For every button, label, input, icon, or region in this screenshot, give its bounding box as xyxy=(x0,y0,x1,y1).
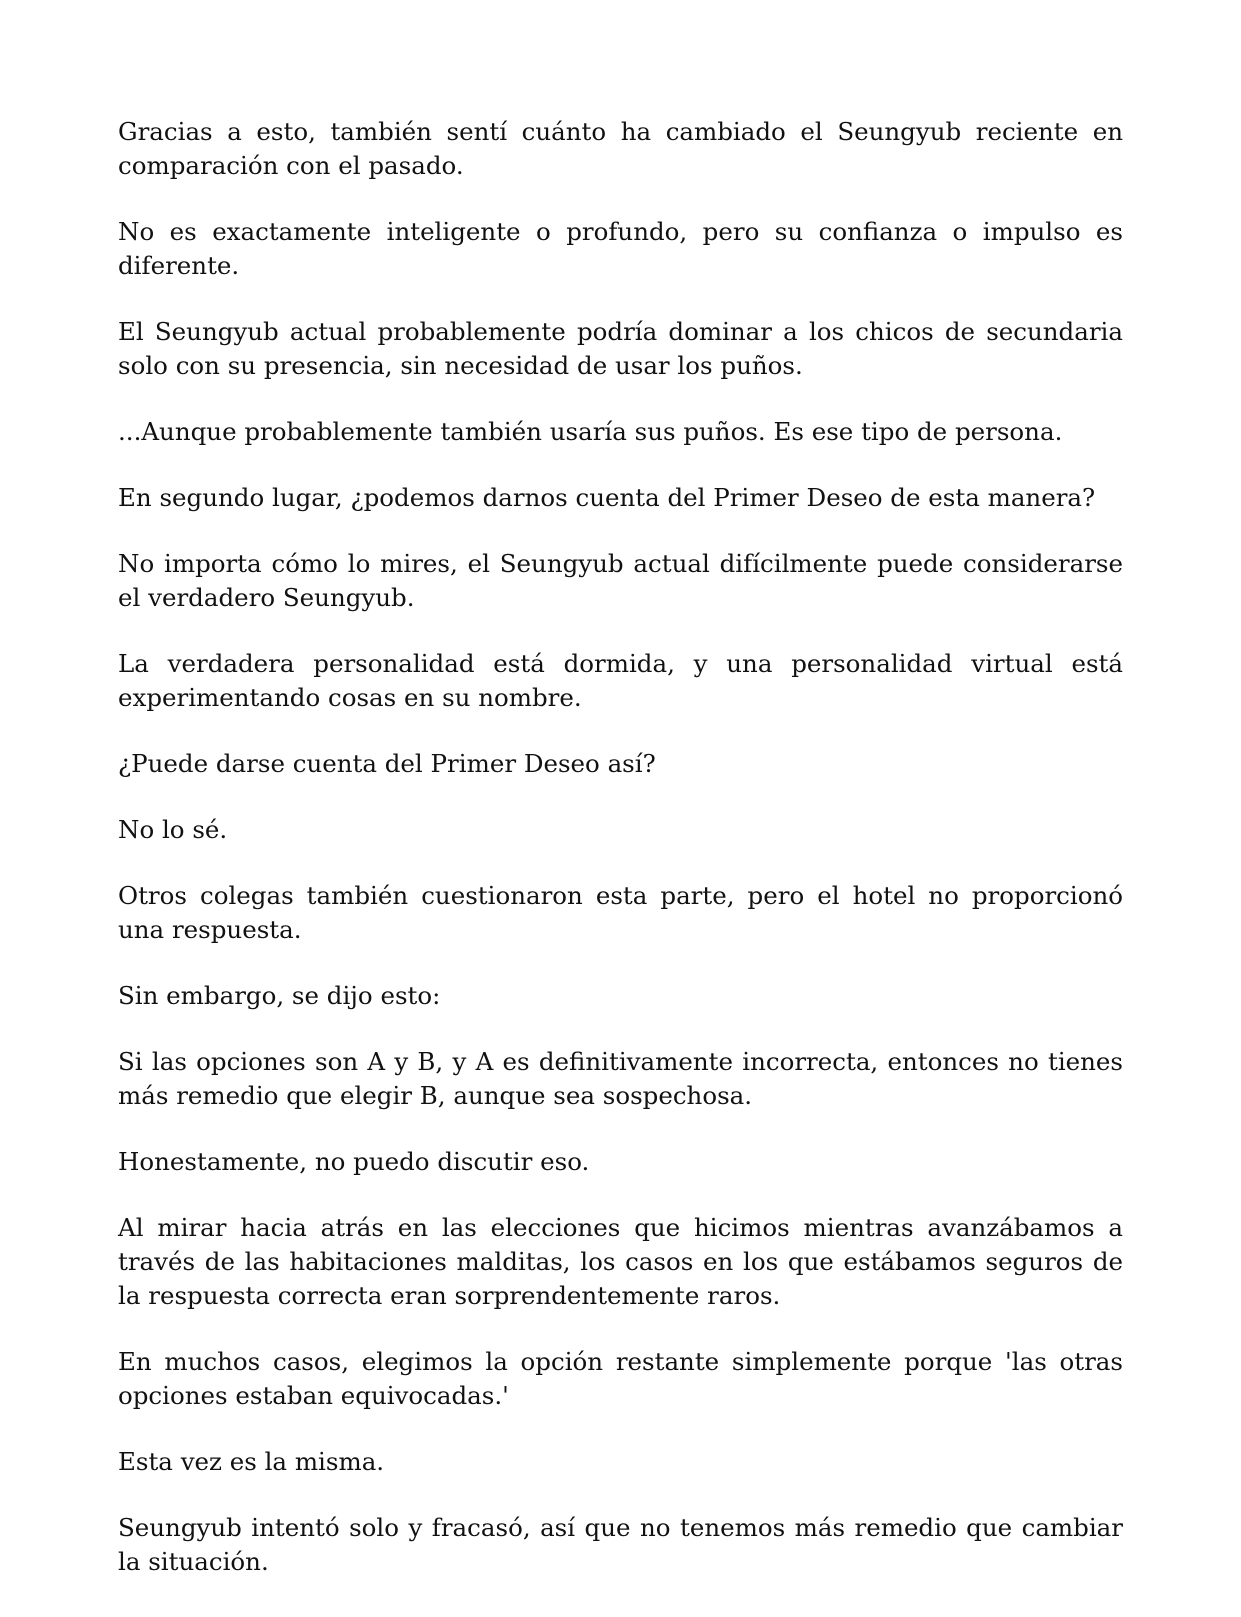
paragraph-3: El Seungyub actual probablemente podría dominar a los chicos de secundaria solo con su presencia, sin necesidad de usar los puños. xyxy=(118,317,1123,380)
paragraph-17: Seungyub intentó solo y fracasó, así que no tenemos más remedio que cambiar la situación. xyxy=(118,1513,1123,1576)
paragraph-15: En muchos casos, elegimos la opción restante simplemente porque 'las otras opciones estaban equivocadas.' xyxy=(118,1347,1123,1410)
paragraph-9: No lo sé. xyxy=(118,815,228,844)
paragraph-16: Esta vez es la misma. xyxy=(118,1447,385,1476)
document-page xyxy=(118,115,1123,1579)
paragraph-13: Honestamente, no puedo discutir eso. xyxy=(118,1147,590,1176)
paragraph-5: En segundo lugar, ¿podemos darnos cuenta del Primer Deseo de esta manera? xyxy=(118,483,1096,512)
paragraph-10: Otros colegas también cuestionaron esta parte, pero el hotel no proporcionó una respuesta. xyxy=(118,881,1123,944)
paragraph-8: ¿Puede darse cuenta del Primer Deseo así? xyxy=(118,749,656,778)
paragraph-7: La verdadera personalidad está dormida, y una personalidad virtual está experimentando cosas en su nombre. xyxy=(118,649,1123,712)
paragraph-12: Si las opciones son A y B, y A es definitivamente incorrecta, entonces no tienes más remedio que elegir B, aunque sea sospechosa. xyxy=(118,1047,1123,1110)
paragraph-2: No es exactamente inteligente o profundo, pero su confianza o impulso es diferente. xyxy=(118,217,1123,280)
paragraph-11: Sin embargo, se dijo esto: xyxy=(118,981,441,1010)
paragraph-4: ...Aunque probablemente también usaría sus puños. Es ese tipo de persona. xyxy=(118,417,1063,446)
paragraph-1: Gracias a esto, también sentí cuánto ha cambiado el Seungyub reciente en comparación con el pasado. xyxy=(118,117,1123,180)
paragraph-6: No importa cómo lo mires, el Seungyub actual difícilmente puede considerarse el verdadero Seungyub. xyxy=(118,549,1123,612)
paragraph-14: Al mirar hacia atrás en las elecciones que hicimos mientras avanzábamos a través de las habitaciones malditas, los casos en los que estábamos seguros de la respuesta correcta eran sorprendentemente raros. xyxy=(118,1213,1123,1310)
